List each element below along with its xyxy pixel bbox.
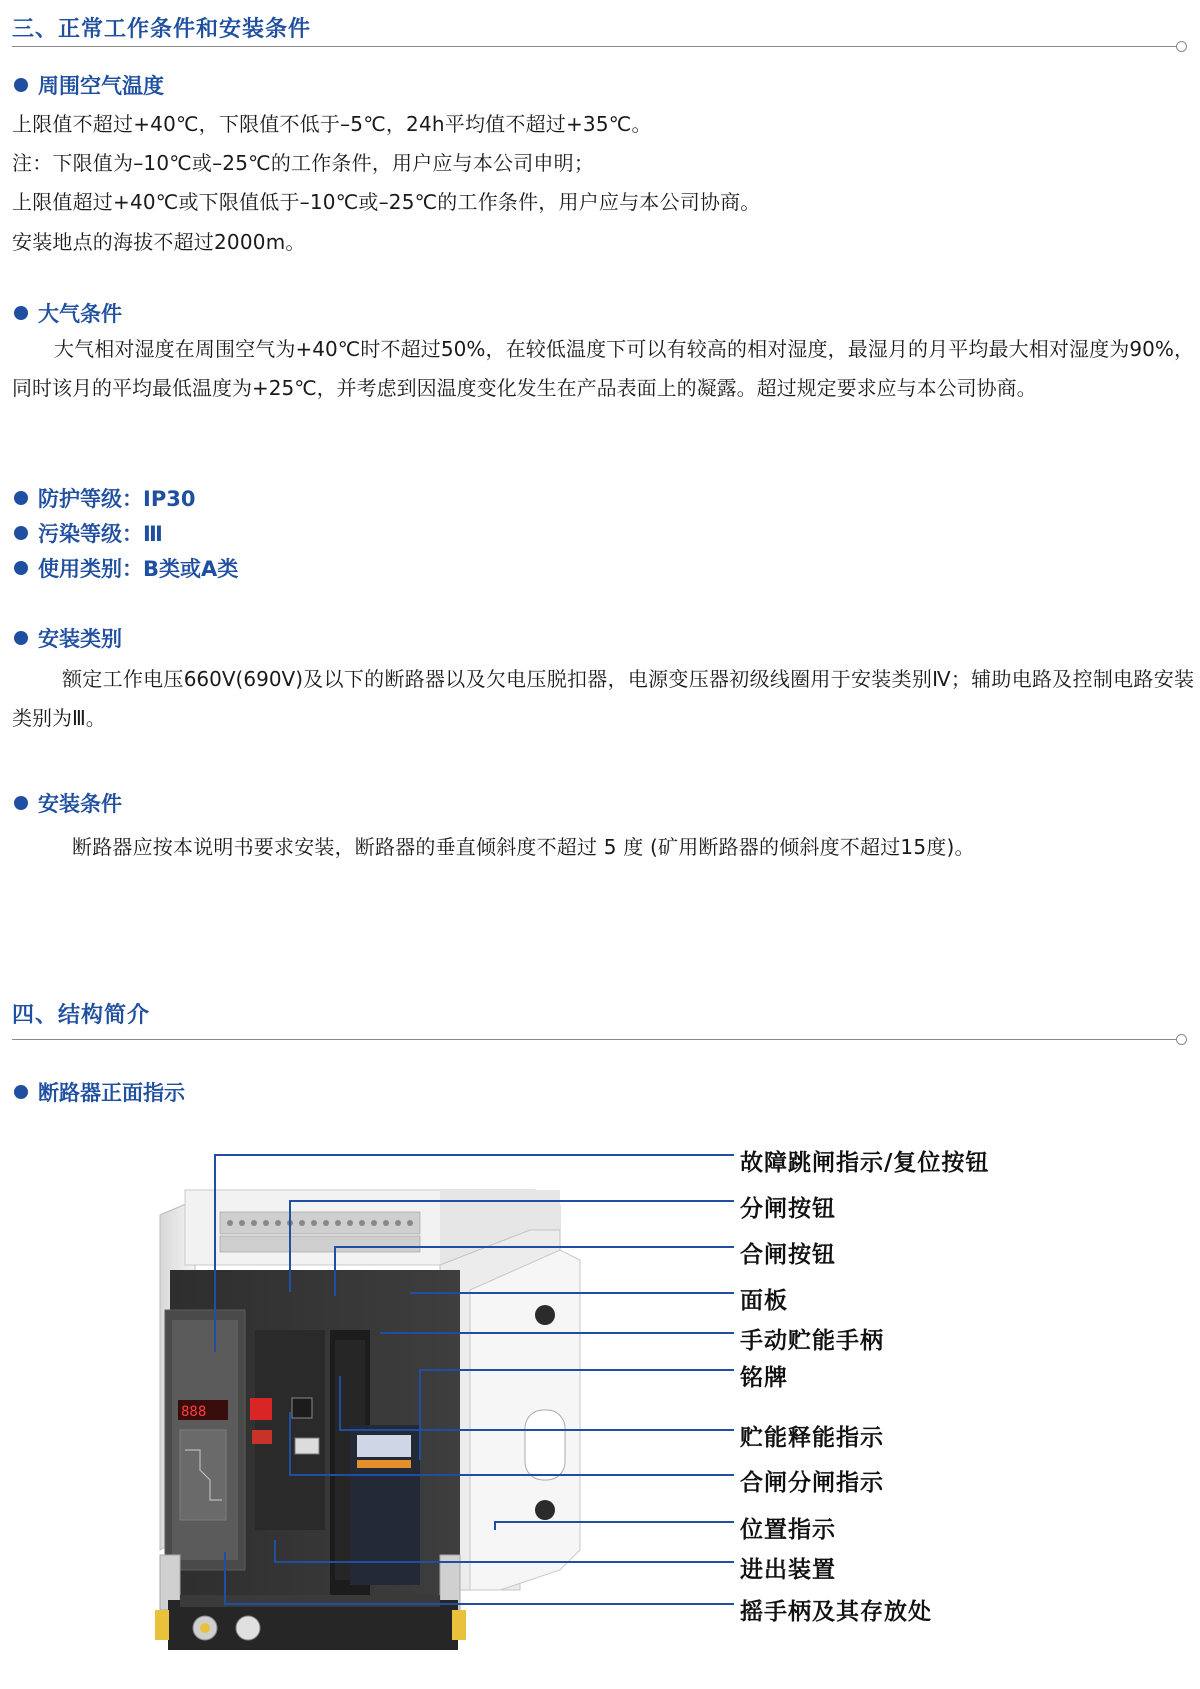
heading-front-indication: [14, 1077, 185, 1107]
install-condition-text: 断路器应按本说明书要求安装，断路器的垂直倾斜度不超过 5 度 (矿用断路器的倾斜度不超过15度)。: [72, 835, 975, 859]
bullet-icon: [14, 526, 28, 540]
rating-usage: [14, 553, 238, 583]
callout-drawout-device: 进出装置: [740, 1557, 836, 1583]
callout-open-button: 分闸按钮: [740, 1196, 836, 1222]
bullet-icon: [14, 78, 28, 92]
callout-close-button: 合闸按钮: [740, 1242, 836, 1268]
section-divider-3: [12, 46, 1178, 47]
ambient-line-1: 上限值不超过+40℃，下限值不低于–5℃，24h平均值不超过+35℃。: [12, 112, 652, 136]
callout-position-indicator: 位置指示: [740, 1517, 836, 1543]
ambient-line-2: 注：下限值为–10℃或–25℃的工作条件，用户应与本公司申明；: [12, 151, 595, 175]
heading-ambient-label: 周围空气温度: [38, 74, 164, 98]
rating-protection: [14, 483, 195, 513]
bullet-icon: [14, 796, 28, 810]
heading-ambient: [14, 70, 164, 100]
bullet-icon: [14, 631, 28, 645]
callout-manual-charge-handle: 手动贮能手柄: [740, 1328, 884, 1354]
heading-install-condition-label: 安装条件: [38, 792, 122, 816]
install-category-paragraph: 额定工作电压660V(690V)及以下的断路器以及欠电压脱扣器，电源变压器初级线圈用于安装类别Ⅳ；辅助电路及控制电路安装类别为Ⅲ。: [12, 667, 1194, 730]
divider-end-circle: [1176, 1034, 1187, 1045]
rating-pollution-label: 污染等级：Ⅲ: [38, 522, 163, 546]
callout-fault-trip-reset: 故障跳闸指示/复位按钮: [740, 1150, 990, 1176]
callout-panel: 面板: [740, 1288, 788, 1314]
section-title-3: 三、正常工作条件和安装条件: [12, 17, 312, 42]
rating-protection-label: 防护等级：IP30: [38, 487, 196, 511]
bullet-icon: [14, 491, 28, 505]
heading-install-category: [14, 623, 122, 653]
heading-atmosphere-label: 大气条件: [38, 302, 122, 326]
heading-install-condition: [14, 788, 122, 818]
ambient-line-4: 安装地点的海拔不超过2000m。: [12, 230, 306, 254]
section-title-4: 四、结构简介: [12, 1003, 151, 1028]
divider-end-circle: [1176, 41, 1187, 52]
bullet-icon: [14, 561, 28, 575]
ambient-line-3: 上限值超过+40℃或下限值低于–10℃或–25℃的工作条件，用户应与本公司协商。: [12, 190, 761, 214]
atmosphere-paragraph: 大气相对湿度在周围空气为+40℃时不超过50%，在较低温度下可以有较高的相对湿度，最湿月的月平均最大相对湿度为90%， 同时该月的平均最低温度为+25℃，并考虑到因温度变化发生在产品表面上的凝露。超过规定要求应与本公司协商。: [12, 337, 1194, 400]
rating-usage-label: 使用类别：B类或A类: [38, 557, 239, 581]
callout-nameplate: 铭牌: [740, 1365, 788, 1391]
bullet-icon: [14, 1085, 28, 1099]
bullet-icon: [14, 306, 28, 320]
heading-install-category-label: 安装类别: [38, 627, 122, 651]
rating-pollution: [14, 518, 163, 548]
callout-leader-lines: [0, 1140, 760, 1680]
heading-atmosphere: [14, 298, 122, 328]
svg-text:888: 888: [181, 1404, 207, 1420]
heading-front-indication-label: 断路器正面指示: [38, 1081, 185, 1105]
callout-crank-handle-storage: 摇手柄及其存放处: [740, 1599, 932, 1625]
section-divider-4: [12, 1039, 1178, 1040]
callout-open-close-indicator: 合闸分闸指示: [740, 1470, 884, 1496]
callout-charge-indicator: 贮能释能指示: [740, 1425, 884, 1451]
